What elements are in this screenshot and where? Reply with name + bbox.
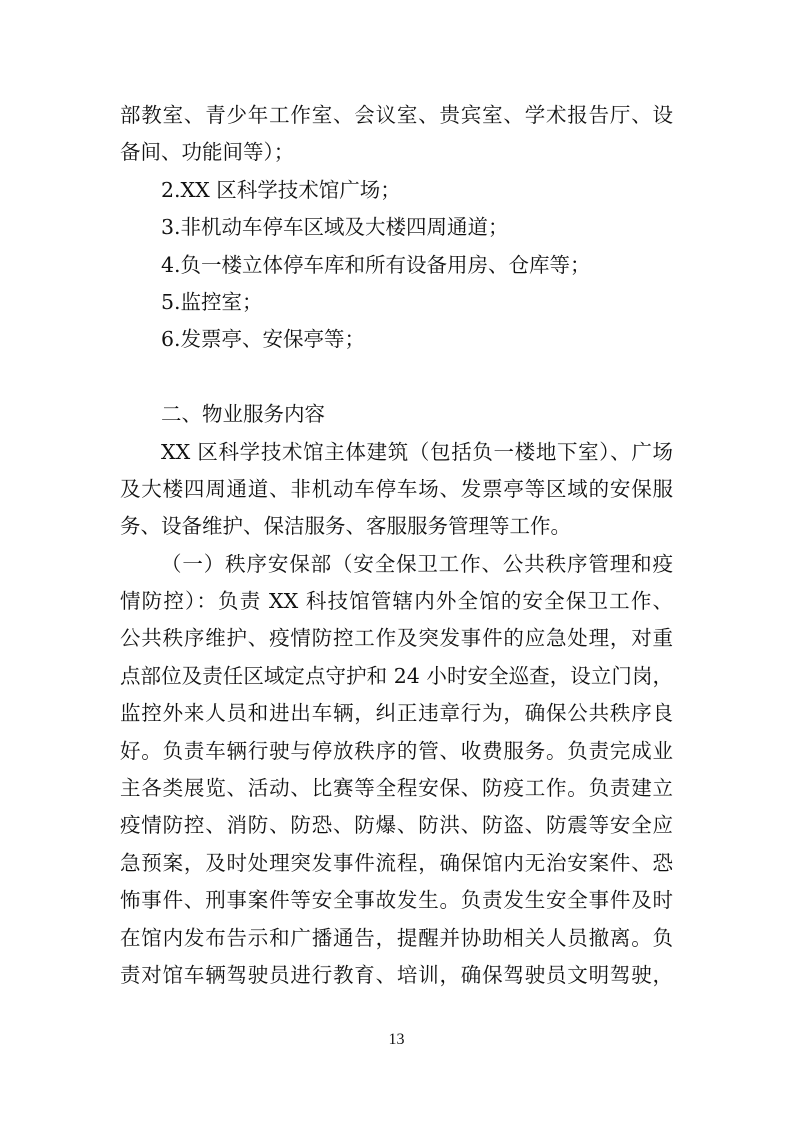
- text-line: 在馆内发布告示和广播通告，提醒并协助相关人员撤离。负: [120, 925, 673, 950]
- list-item: 6.发票亭、安保亭等；: [161, 327, 366, 352]
- document-body: [120, 97, 673, 994]
- text-line: 急预案，及时处理突发事件流程，确保馆内无治安案件、恐: [120, 850, 673, 875]
- list-item: 3.非机动车停车区域及大楼四周通道；: [161, 215, 509, 240]
- text-line: 部教室、青少年工作室、会议室、贵宾室、学术报告厅、设: [120, 103, 673, 127]
- text-line: XX 区科学技术馆主体建筑（包括负一楼地下室）、广场: [161, 439, 673, 464]
- page-number: 13: [388, 1031, 405, 1048]
- list-item: 4.负一楼立体停车库和所有设备用房、仓库等；: [161, 252, 591, 277]
- text-line: 怖事件、刑事案件等安全事故发生。负责发生安全事件及时: [120, 888, 673, 913]
- text-line: 主各类展览、活动、比赛等全程安保、防疫工作。负责建立: [120, 776, 673, 801]
- list-item: 2.XX 区科学技术馆广场；: [161, 177, 401, 202]
- text-line: 好。负责车辆行驶与停放秩序的管、收费服务。负责完成业: [120, 738, 673, 763]
- text-line: 情防控）：负责 XX 科技馆管辖内外全馆的安全保卫工作、: [120, 589, 673, 614]
- text-line: 公共秩序维护、疫情防控工作及突发事件的应急处理，对重: [120, 626, 673, 651]
- subsection-heading-line: （一）秩序安保部（安全保卫工作、公共秩序管理和疫: [161, 551, 673, 576]
- text-line: 监控外来人员和进出车辆，纠正违章行为，确保公共秩序良: [120, 701, 673, 726]
- text-line: 务、设备维护、保洁服务、客服服务管理等工作。: [120, 514, 571, 539]
- blank-line: [120, 359, 673, 396]
- list-item: 5.监控室；: [161, 289, 263, 314]
- text-line: 点部位及责任区域定点守护和 24 小时安全巡查，设立门岗，: [120, 663, 673, 688]
- section-heading: 二、物业服务内容: [161, 402, 325, 427]
- text-line: 责对馆车辆驾驶员进行教育、培训，确保驾驶员文明驾驶，: [120, 962, 673, 987]
- text-line: 及大楼四周通道、非机动车停车场、发票亭等区域的安保服: [120, 476, 673, 501]
- text-line: 疫情防控、消防、防恐、防爆、防洪、防盗、防震等安全应: [120, 813, 673, 838]
- text-line: 备间、功能间等）；: [120, 140, 295, 165]
